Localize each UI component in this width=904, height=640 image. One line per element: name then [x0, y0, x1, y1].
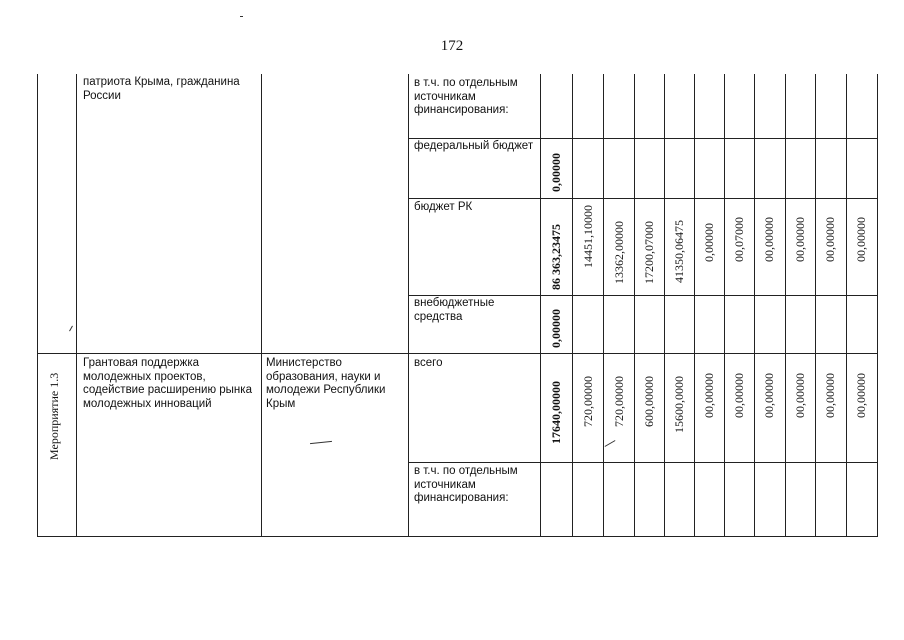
regional-budget-value: 00,00000 — [854, 217, 868, 262]
event-year-value: 00,00000 — [732, 373, 746, 418]
regional-budget-value: 41350,06475 — [672, 220, 686, 283]
event-description: Грантовая поддержка молодежных проектов, содействие расширению рынка молодежных инноваций — [83, 357, 252, 410]
column-divider — [694, 74, 695, 537]
event-year-value: 600,00000 — [642, 376, 656, 427]
regional-budget-total: 86 363,23475 — [549, 224, 563, 290]
event-year-value: 720,00000 — [612, 376, 626, 427]
regional-budget-value: 00,00000 — [793, 217, 807, 262]
regional-budget-value: 14451,10000 — [581, 205, 595, 268]
regional-budget-label: бюджет РК — [414, 201, 473, 213]
column-divider — [724, 74, 725, 537]
regional-budget-value: 13362,00000 — [612, 221, 626, 284]
column-divider — [846, 74, 847, 537]
scan-mark — [605, 440, 616, 447]
scan-mark — [240, 16, 243, 17]
regional-budget-value: 17200,07000 — [642, 221, 656, 284]
financing-sources-label: в т.ч. по отдельным источникам финансирования: — [414, 77, 518, 116]
responsible-executor: Министерство образования, науки и молодежи Республики Крым — [266, 357, 386, 410]
column-divider — [261, 74, 262, 537]
event-number-label: Мероприятие 1.3 — [47, 372, 61, 460]
column-divider — [76, 74, 77, 537]
column-divider — [815, 74, 816, 537]
row-divider — [37, 353, 878, 354]
event-year-value: 00,00000 — [793, 373, 807, 418]
column-divider — [664, 74, 665, 537]
regional-budget-value: 00,07000 — [732, 217, 746, 262]
column-divider — [37, 74, 38, 537]
total-label: всего — [414, 357, 443, 369]
event-year-value: 15600,0000 — [672, 376, 686, 433]
federal-budget-total: 0,00000 — [549, 153, 563, 192]
column-divider — [634, 74, 635, 537]
federal-budget-label: федеральный бюджет — [414, 140, 534, 152]
page-number: 172 — [440, 38, 464, 54]
event-total: 17640,00000 — [549, 381, 563, 444]
column-divider — [754, 74, 755, 537]
regional-budget-value: 00,00000 — [823, 217, 837, 262]
column-divider — [603, 74, 604, 537]
program-goal-text: патриота Крыма, гражданина России — [83, 76, 240, 102]
event-year-value: 00,00000 — [702, 373, 716, 418]
scan-mark — [310, 441, 332, 444]
event-year-value: 00,00000 — [823, 373, 837, 418]
event-year-value: 720,00000 — [581, 376, 595, 427]
column-divider — [785, 74, 786, 537]
scan-mark — [69, 326, 73, 332]
regional-budget-value: 00,00000 — [762, 217, 776, 262]
table-right-border — [877, 74, 878, 537]
event-year-value: 00,00000 — [762, 373, 776, 418]
row-divider — [408, 462, 878, 463]
row-divider — [408, 198, 878, 199]
regional-budget-value: 0,00000 — [702, 223, 716, 262]
extrabudgetary-total: 0,00000 — [549, 309, 563, 348]
event-year-value: 00,00000 — [854, 373, 868, 418]
row-divider — [408, 295, 878, 296]
financing-sources-label: в т.ч. по отдельным источникам финансирования: — [414, 465, 518, 504]
column-divider — [408, 74, 409, 537]
row-divider — [408, 138, 878, 139]
extrabudgetary-label: внебюджетные средства — [414, 297, 495, 323]
column-divider — [572, 74, 573, 537]
table-bottom-border — [37, 536, 878, 537]
column-divider — [540, 74, 541, 537]
